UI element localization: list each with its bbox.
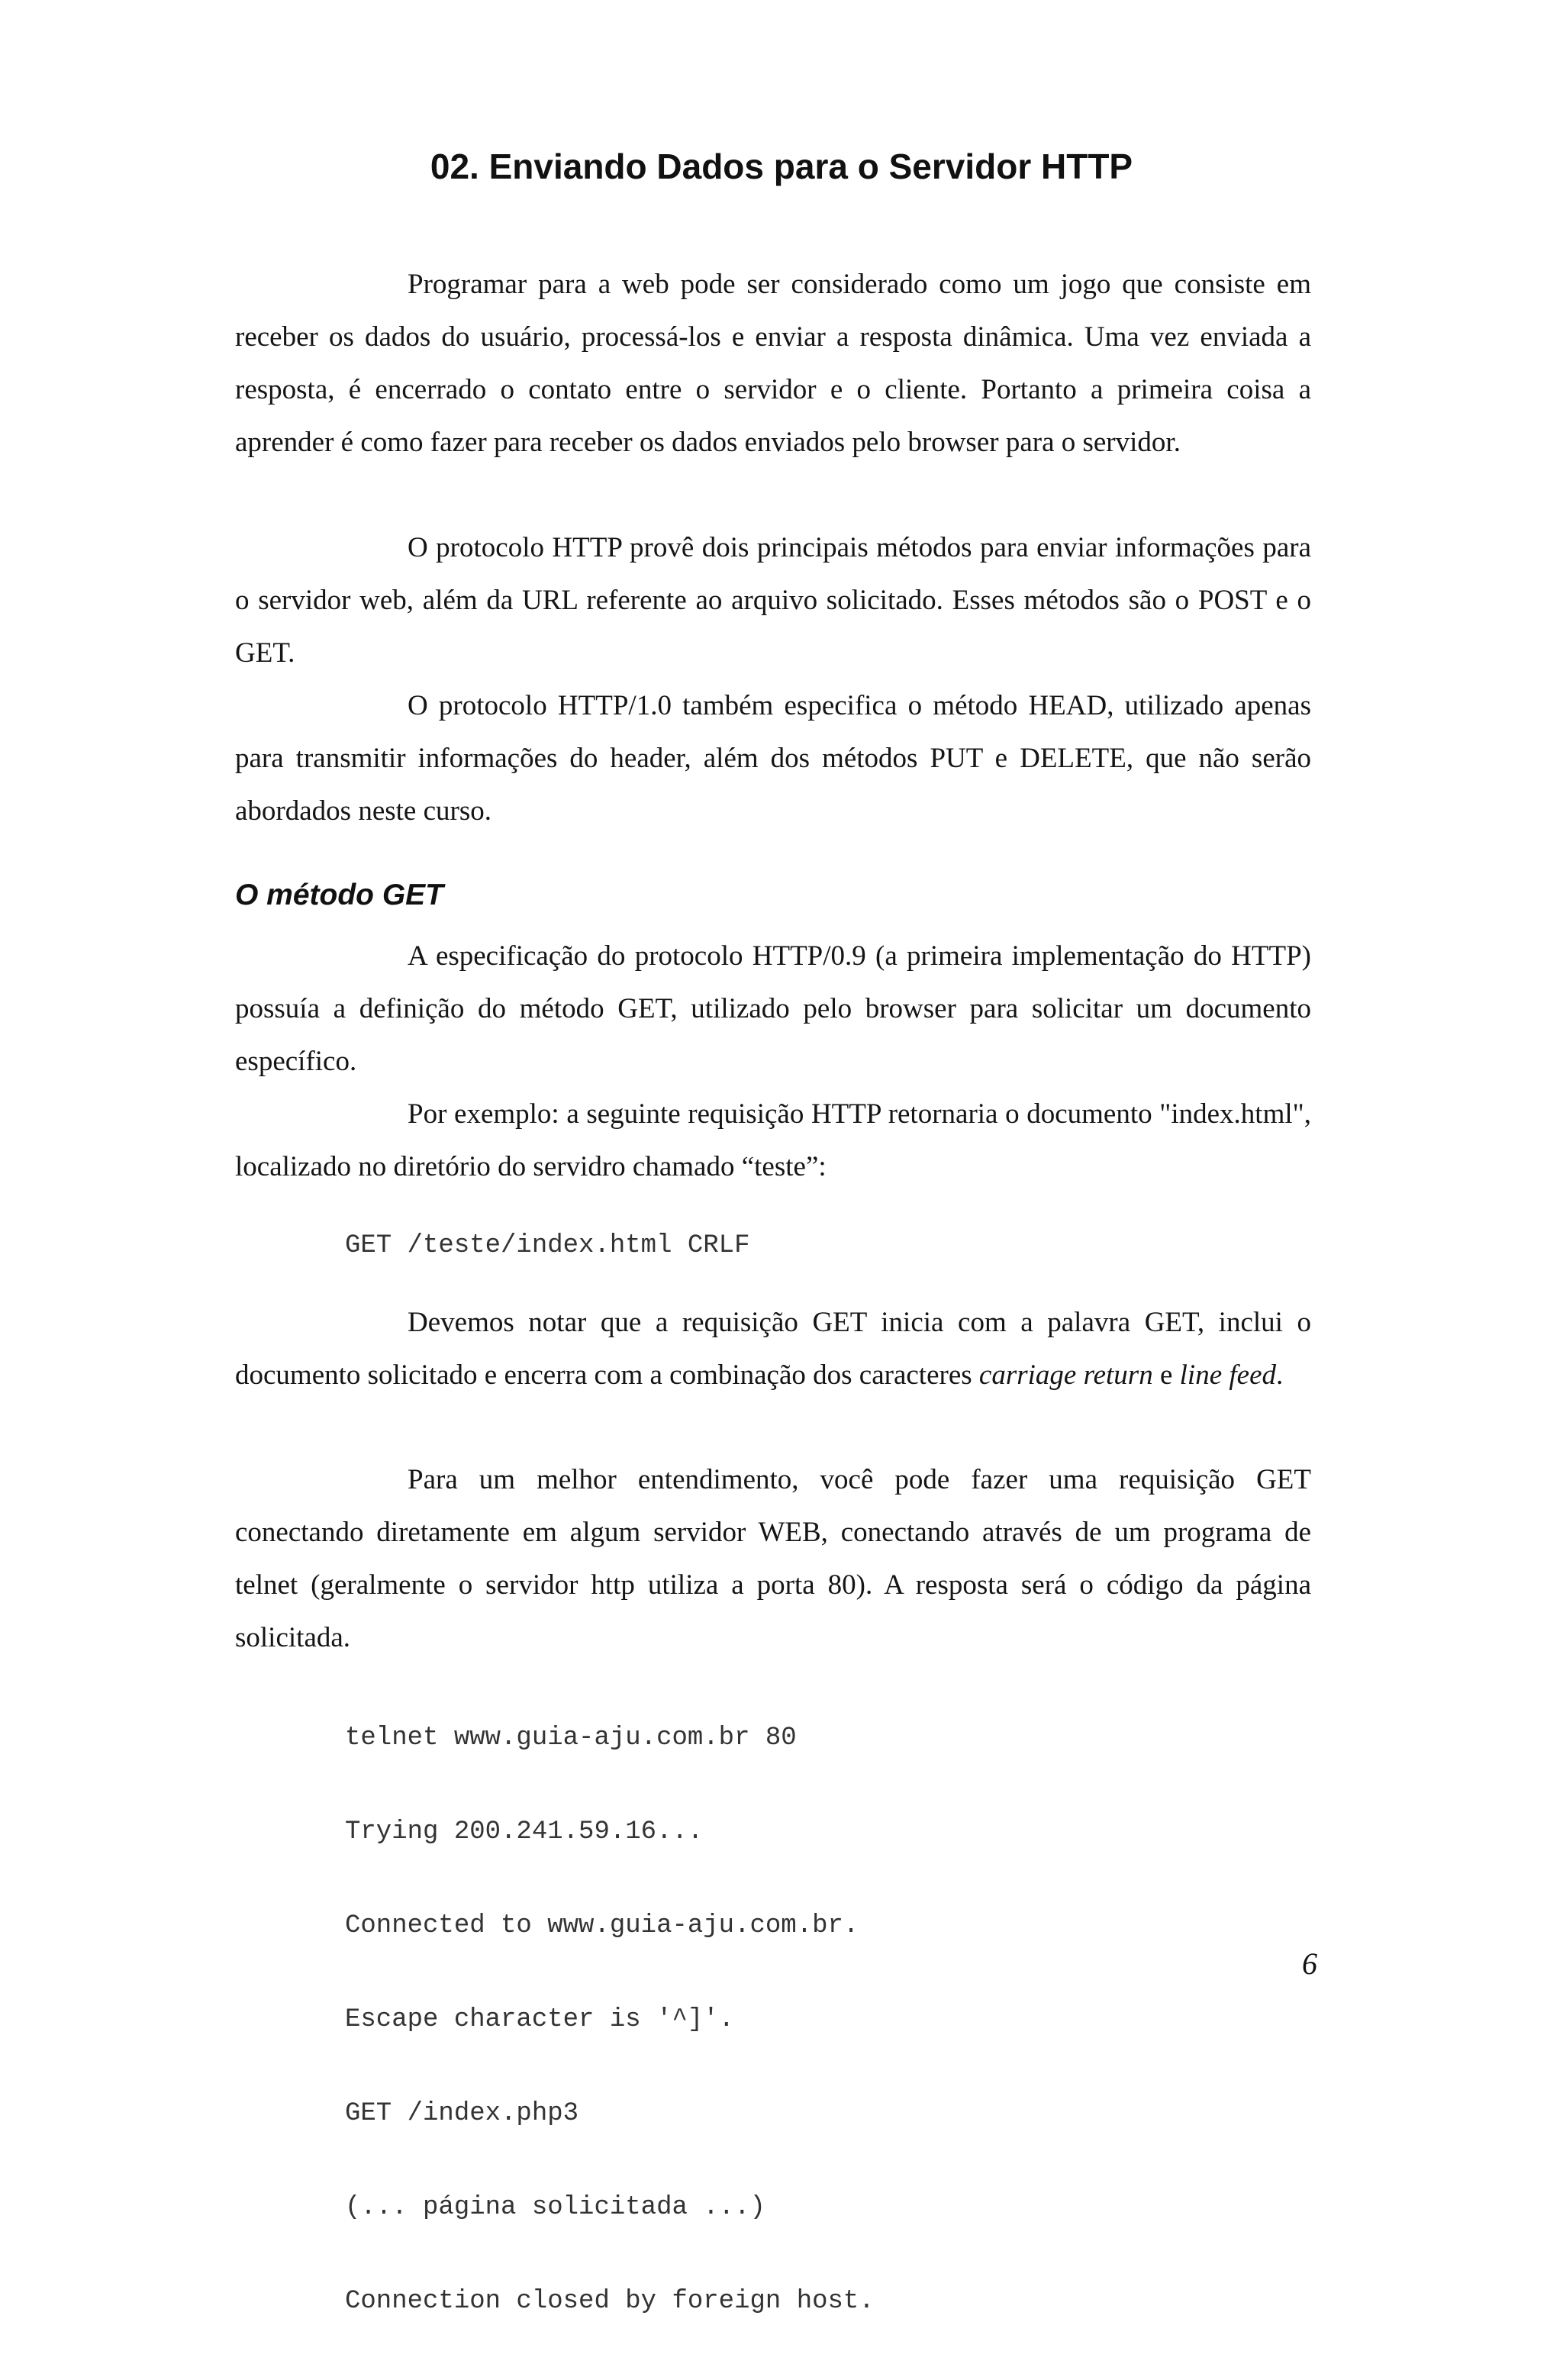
code-line: (... página solicitada ...) (345, 2193, 765, 2222)
intro-paragraph-2: O protocolo HTTP provê dois principais métodos para enviar informações para o servidor web, além da URL referente ao arquivo solicitado. Esses métodos são o POST e o GET. (235, 532, 1311, 669)
page-title: 02. Enviando Dados para o Servidor HTTP (430, 147, 1133, 186)
code-line: GET /index.php3 (345, 2099, 579, 2128)
intro-paragraph-1: Programar para a web pode ser considerado como um jogo que consiste em receber os dados do usuário, processá-los e enviar a resposta dinâmica. Uma vez enviada a resposta, é encerrado o contato entre o servidor e o cliente. Portanto a primeira coisa a aprender é como fazer para receber os dados enviados pelo browser para o servidor. (235, 269, 1311, 458)
get-paragraph-1: A especificação do protocolo HTTP/0.9 (a primeira implementação do HTTP) possuía a definição do método GET, utilizado pelo browser para solicitar um documento específico. (235, 940, 1311, 1077)
p3-text-mid: e (1152, 1359, 1180, 1391)
get-paragraph-4: Para um melhor entendimento, você pode fazer uma requisição GET conectando diretamente em algum servidor WEB, conectando através de um programa de telnet (geralmente o servidor http utiliza a porta 80). A resposta será o código da página solicitada. (235, 1464, 1311, 1653)
intro-paragraph-3: O protocolo HTTP/1.0 também especifica o método HEAD, utilizado apenas para transmitir informações do header, além dos métodos PUT e DELETE, que não serão abordados neste curso. (235, 690, 1311, 827)
get-paragraph-2: Por exemplo: a seguinte requisição HTTP retornaria o documento "index.html", localizado no diretório do servidro chamado “teste”: (235, 1098, 1311, 1182)
p3-text-end: . (1276, 1359, 1284, 1391)
p3-em-line-feed: line feed (1179, 1359, 1277, 1391)
code-telnet-session (345, 1660, 875, 2380)
get-paragraph-3 (235, 1296, 1311, 1401)
code-line: Escape character is '^]'. (345, 2005, 735, 2034)
page-number: 6 (1302, 1946, 1317, 1981)
code-line: Trying 200.241.59.16... (345, 1817, 704, 1846)
code-line: Connection closed by foreign host. (345, 2287, 875, 2316)
p3-text-start: Devemos notar que a requisição GET inicia com a palavra GET, inclui o documento solicitado e encerra com a combinação dos caracteres (235, 1307, 1311, 1391)
section-heading-get: O método GET (235, 879, 443, 911)
code-line: telnet www.guia-aju.com.br 80 (345, 1724, 797, 1753)
p3-em-carriage-return: carriage return (978, 1359, 1153, 1391)
code-line: Connected to www.guia-aju.com.br. (345, 1911, 859, 1940)
code-get-request: GET /teste/index.html CRLF (345, 1231, 750, 1260)
